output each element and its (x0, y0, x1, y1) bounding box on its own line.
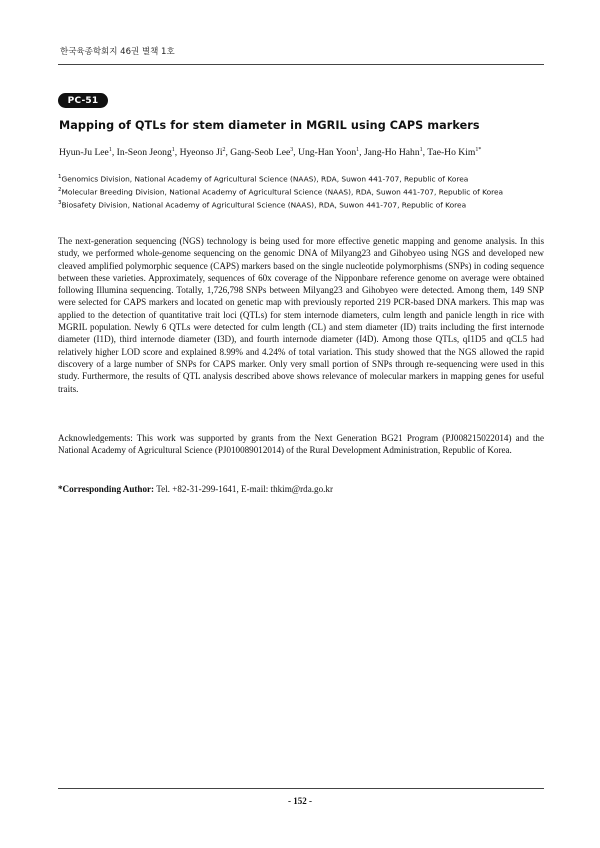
author-affil-mark: 2 (222, 147, 226, 153)
poster-code-badge: PC-51 (58, 93, 108, 108)
author-affil-mark: 1 (356, 147, 360, 153)
author-name: In-Seon Jeong (116, 147, 172, 159)
acknowledgements-paragraph: Acknowledgements: This work was supported by grants from the Next Generation BG21 Program (PJ008215022014) and the National Academy of Agricultural Science (PJ010089012014) of the Rural Development Administration, Republic of Korea. (58, 433, 544, 456)
author-name: Gang-Seob Lee (230, 147, 291, 159)
affiliation-text: Biosafety Division, National Academy of Agricultural Science (NAAS), RDA, Suwon 441-707, Republic of Korea (61, 200, 467, 210)
affiliation-list (58, 172, 544, 211)
paper-title: Mapping of QTLs for stem diameter in MGRIL using CAPS markers (59, 119, 480, 132)
author-affil-mark: 3 (290, 147, 294, 153)
journal-header: 한국육종학회지 46권 별책 1호 (60, 47, 175, 57)
author-name: Jang-Ho Hahn (363, 147, 420, 159)
author-name: Ung-Han Yoon (298, 147, 357, 159)
footer-divider (58, 788, 544, 789)
author-affil-mark: 1 (171, 147, 175, 153)
corresponding-author (58, 484, 544, 494)
page-number: - 152 - (288, 796, 312, 806)
author-name: Tae-Ho Kim (427, 147, 476, 159)
affiliation-item (58, 172, 544, 185)
affiliation-item (58, 198, 544, 211)
abstract-paragraph: The next-generation sequencing (NGS) technology is being used for more effective genetic mapping and genome analysis. In this study, we performed whole-genome sequencing on the genomic DNA of Milyang23 and Gihobyeo using NGS and developed new cleaved amplified polymorphic sequence (CAPS) markers based on the single nucleotide polymorphisms (SNPs) in coding sequence between these varieties. Approximately, sequences of 60x coverage of the Nipponbare reference genome on average were obtained following Illumina sequencing. Totally, 1,726,798 SNPs between Milyang23 and Gihobyeo were detected. Among them, 149 SNP were selected for CAPS markers and located on genetic map with previously reported 219 PCR-based DNA markers. This map was applied to the detection of quantitative trait loci (QTLs) for stem internode diameters, culm length and panicle length in rice with MGRIL population. Newly 6 QTLs were detected for culm length (CL) and stem diameter (ID) traits including the first internode diameter (I1D), third internode diameter (I3D), and fourth internode diameter (I4D). Among those QTLs, qI1D5 and qCL5 had relatively higher LOD score and explained 8.99% and 4.24% of total variation. This study showed that the NGS allowed the rapid discovery of a large number of SNPs for CAPS marker. Only very small portion of SNPs through re-sequencing were used in this study. Furthermore, the results of QTL analysis described above shows relevance of molecular markers in mapping genes for useful traits. (58, 236, 544, 394)
author-affil-mark: 1 (108, 147, 112, 153)
author-name: Hyun-Ju Lee (59, 147, 109, 159)
affiliation-text: Genomics Division, National Academy of Agricultural Science (NAAS), RDA, Suwon 441-707, Republic of Korea (61, 174, 469, 184)
corresponding-author-contact: Tel. +82-31-299-1641, E-mail: thkim@rda.go.kr (156, 484, 333, 494)
author-affil-mark: 1* (475, 147, 482, 153)
affiliation-text: Molecular Breeding Division, National Academy of Agricultural Science (NAAS), RDA, Suwon 441-707, Republic of Korea (61, 187, 504, 197)
corresponding-author-label: *Corresponding Author: (58, 484, 155, 494)
author-name: Hyeonso Ji (179, 147, 223, 159)
affiliation-mark: 1 (58, 174, 62, 180)
affiliation-item (58, 185, 544, 198)
affiliation-mark: 3 (58, 200, 62, 207)
author-list: Hyun-Ju Lee$^1$, In-Seon Jeong$^1$, Hyeonso Ji$^2$, Gang-Seob Lee$^3$, Ung-Han Yoon$^1$, Jang-Ho Hahn$^1$, Tae-Ho Kim$^{1*}$ (59, 147, 482, 159)
affiliation-mark: 2 (58, 187, 62, 194)
author-affil-mark: 1 (419, 147, 423, 153)
header-divider (58, 64, 544, 65)
